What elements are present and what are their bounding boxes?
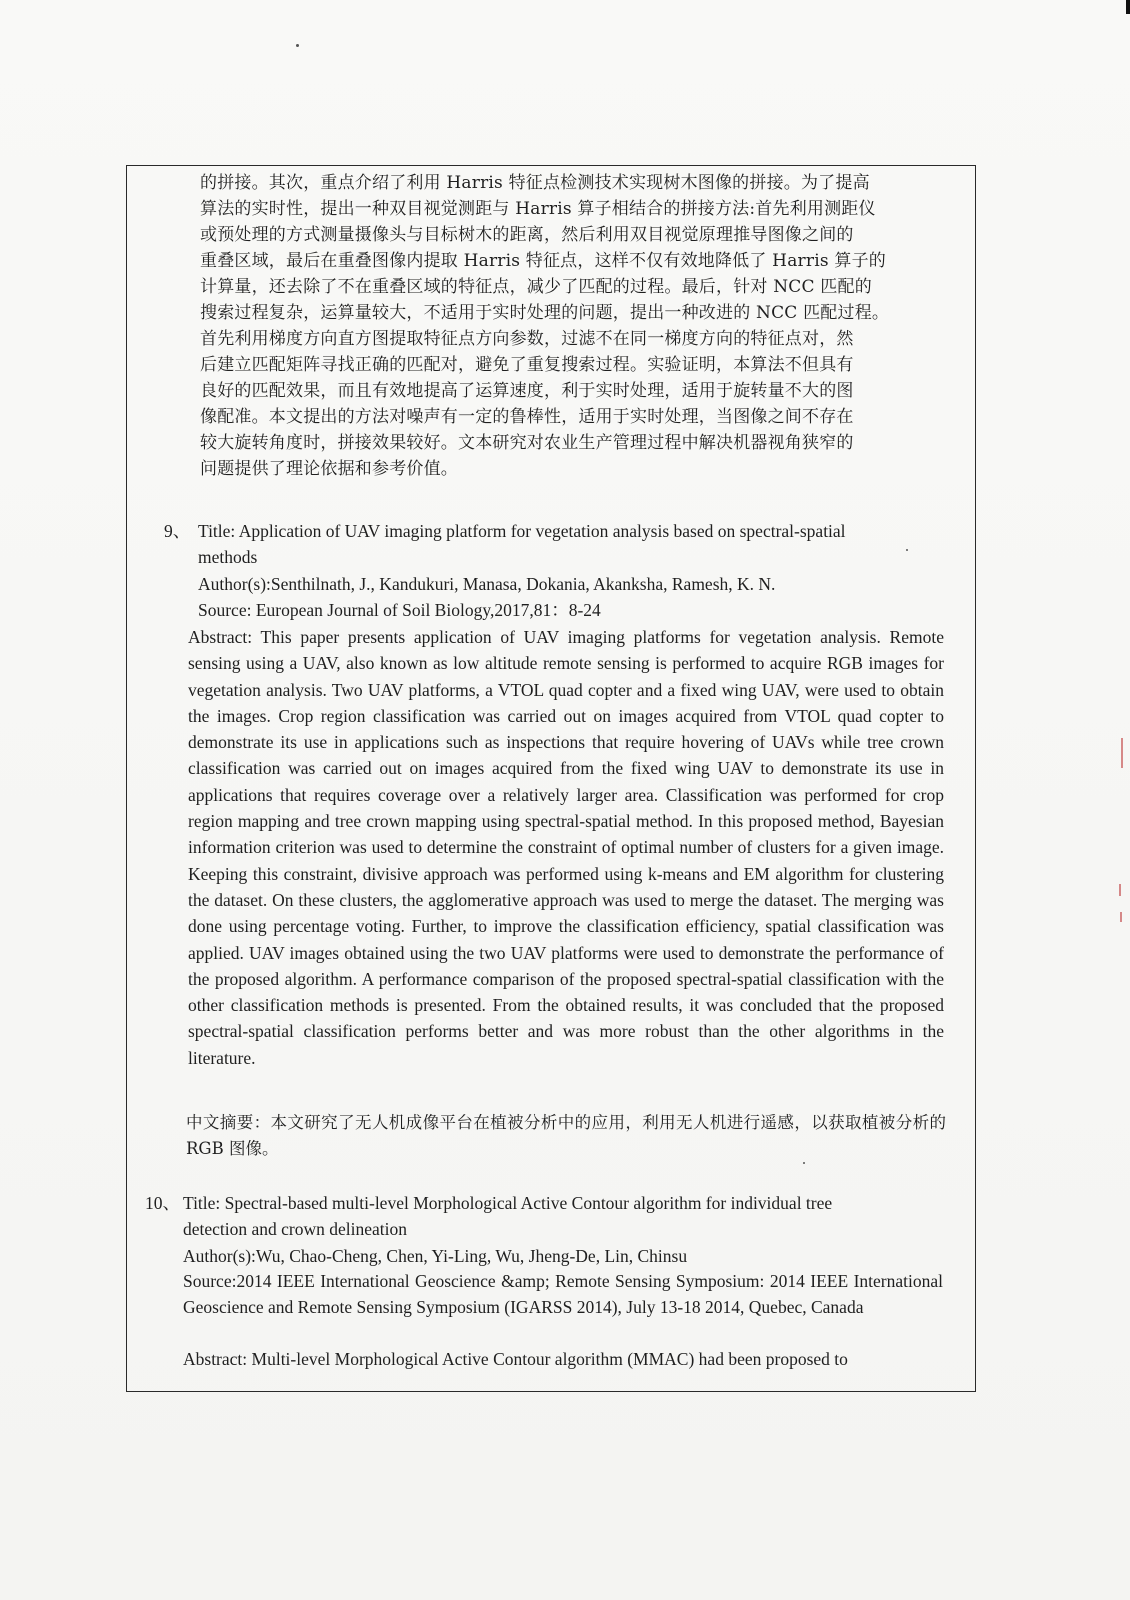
scan-edge-mark bbox=[1126, 0, 1130, 14]
reference-number: 10、 bbox=[145, 1193, 180, 1213]
reference-source: Source: European Journal of Soil Biology,2017,81：8-24 bbox=[198, 599, 601, 620]
scan-dust-speck bbox=[296, 44, 299, 47]
reference-title-line: Title: Application of UAV imaging platform for vegetation analysis based on spectral-spatial bbox=[198, 521, 846, 541]
chinese-abstract-continuation bbox=[200, 170, 970, 482]
reference-10-source bbox=[183, 1268, 943, 1321]
chinese-abstract-line: 像配准。本文提出的方法对噪声有一定的鲁棒性，适用于实时处理，当图像之间不存在 bbox=[200, 407, 854, 427]
reference-title-line: Title: Spectral-based multi-level Morphological Active Contour algorithm for individual tree bbox=[183, 1193, 833, 1213]
chinese-abstract-line: 的拼接。其次，重点介绍了利用 Harris 特征点检测技术实现树木图像的拼接。为了提高 bbox=[200, 173, 870, 193]
chinese-abstract-line: 计算量，还去除了不在重叠区域的特征点，减少了匹配的过程。最后，针对 NCC 匹配的 bbox=[200, 277, 872, 297]
reference-abstract-text: Abstract: Multi-level Morphological Active Contour algorithm (MMAC) had been proposed to bbox=[183, 1349, 848, 1369]
reference-source: Source:2014 IEEE International Geoscience &amp; Remote Sensing Symposium: 2014 IEEE International Geoscience and Remote Sensing Symposium (IGARSS 2014), July 13-18 2014, Quebec, Canada bbox=[183, 1271, 943, 1318]
chinese-abstract-line: 搜索过程复杂，运算量较大，不适用于实时处理的问题，提出一种改进的 NCC 匹配过程。 bbox=[200, 303, 890, 323]
reference-number: 9、 bbox=[164, 521, 191, 541]
reference-title-line: detection and crown delineation bbox=[183, 1219, 408, 1240]
chinese-summary-text: 中文摘要：本文研究了无人机成像平台在植被分析中的应用，利用无人机进行遥感，以获取植被分析的 RGB 图像。 bbox=[186, 1113, 946, 1158]
chinese-abstract-line: 后建立匹配矩阵寻找正确的匹配对，避免了重复搜索过程。实验证明，本算法不但具有 bbox=[200, 355, 854, 375]
reference-9-chinese-summary bbox=[186, 1110, 946, 1162]
reference-9-abstract bbox=[188, 624, 944, 1071]
chinese-abstract-line: 重叠区域，最后在重叠图像内提取 Harris 特征点，这样不仅有效地降低了 Harris 算子的 bbox=[200, 251, 886, 271]
chinese-abstract-line: 问题提供了理论依据和参考价值。 bbox=[200, 459, 458, 479]
chinese-abstract-line: 较大旋转角度时，拼接效果较好。文本研究对农业生产管理过程中解决机器视角狭窄的 bbox=[200, 433, 854, 453]
reference-authors: Author(s):Wu, Chao-Cheng, Chen, Yi-Ling, Wu, Jheng-De, Lin, Chinsu bbox=[183, 1245, 688, 1266]
reference-title-line: methods bbox=[198, 547, 258, 568]
scan-edge-speck bbox=[1120, 912, 1122, 922]
reference-authors: Author(s):Senthilnath, J., Kandukuri, Manasa, Dokania, Akanksha, Ramesh, K. N. bbox=[198, 573, 776, 594]
chinese-abstract-line: 或预处理的方式测量摄像头与目标树木的距离，然后利用双目视觉原理推导图像之间的 bbox=[200, 225, 854, 245]
chinese-abstract-line: 算法的实时性，提出一种双目视觉测距与 Harris 算子相结合的拼接方法:首先利用测距仪 bbox=[200, 199, 876, 219]
chinese-abstract-line: 良好的匹配效果，而且有效地提高了运算速度，利于实时处理，适用于旋转量不大的图 bbox=[200, 381, 854, 401]
chinese-abstract-line: 首先利用梯度方向直方图提取特征点方向参数，过滤不在同一梯度方向的特征点对，然 bbox=[200, 329, 854, 349]
scan-edge-speck bbox=[1119, 884, 1121, 896]
scan-edge-speck bbox=[1121, 738, 1123, 768]
reference-abstract-text: Abstract: This paper presents application of UAV imaging platforms for vegetation analysis. Remote sensing using a UAV, also known as low altitude remote sensing is performed to acquire RGB images for vegetation analysis. Two UAV platforms, a VTOL quad copter and a fixed wing UAV, were used to obtain the images. Crop region classification was carried out on images acquired from VTOL quad copter to demonstrate its use in applications such as inspections that require hovering of UAVs while tree crown classification was carried out on images acquired from the fixed wing UAV to demonstrate its use in applications that requires coverage over a relatively larger area. Classification was performed for crop region mapping and tree crown mapping using spectral-spatial method. In this proposed method, Bayesian information criterion was used to determine the constraint of optimal number of clusters for a given image. Keeping this constraint, divisive approach was performed using k-means and EM algorithm for clustering the dataset. On these clusters, the agglomerative approach was used to merge the dataset. The merging was done using percentage voting. Further, to improve the classification efficiency, spatial classification was applied. UAV images obtained using the two UAV platforms were used to demonstrate the performance of the proposed algorithm. A performance comparison of the proposed spectral-spatial classification with the other classification methods is presented. From the obtained results, it was concluded that the proposed spectral-spatial classification performs better and was more robust than the other algorithms in the literature. bbox=[188, 627, 944, 1068]
reference-10-abstract bbox=[183, 1346, 963, 1372]
